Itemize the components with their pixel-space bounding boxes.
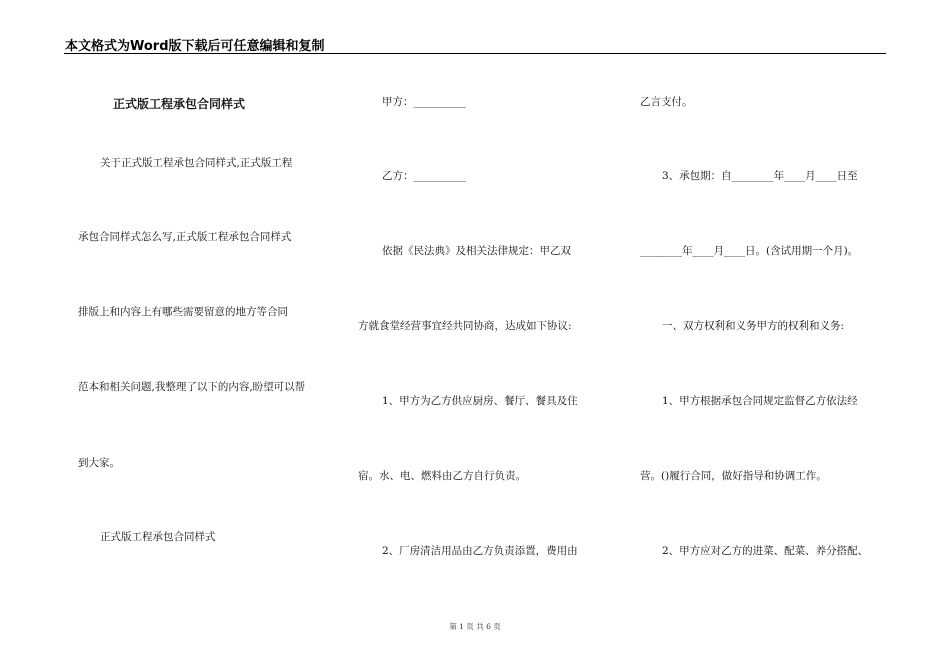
- paragraph-line: 依据《民法典》及相关法律规定：甲乙双: [382, 245, 571, 257]
- document-title: 正式版工程承包合同样式: [113, 97, 246, 111]
- section-heading: 一、双方权利和义务甲方的权利和义务:: [662, 320, 845, 332]
- party-b-field: 乙方：__________: [382, 170, 466, 182]
- paragraph-line: 2、厂房清洁用品由乙方负责添置，费用由: [382, 545, 578, 557]
- paragraph-line: 2、甲方应对乙方的进菜、配菜、养分搭配、: [662, 545, 869, 557]
- paragraph-line: 范本和相关问题,我整理了以下的内容,盼望可以帮: [78, 381, 306, 393]
- paragraph-line: 1、甲方为乙方供应厨房、餐厅、餐具及住: [382, 395, 578, 407]
- paragraph-line: ________年____月____日。(含试用期一个月)。: [640, 245, 859, 257]
- document-header: 本文格式为Word版下载后可任意编辑和复制: [65, 39, 325, 54]
- paragraph-line: 1、甲方根据承包合同规定监督乙方依法经: [662, 395, 858, 407]
- paragraph-line: 3、承包期：自________年____月____日至: [662, 170, 858, 182]
- party-a-field: 甲方：__________: [382, 96, 466, 108]
- header-divider: [64, 53, 886, 54]
- page-number: 第 1 页 共 6 页: [449, 622, 501, 631]
- paragraph-line: 到大家。: [78, 457, 120, 469]
- paragraph-line: 方就食堂经营事宜经共同协商，达成如下协议:: [358, 320, 572, 332]
- paragraph-line: 关于正式版工程承包合同样式,正式版工程: [100, 157, 293, 169]
- paragraph-line: 宿。水、电、燃料由乙方自行负责。: [358, 470, 526, 482]
- section-subtitle: 正式版工程承包合同样式: [100, 531, 216, 543]
- paragraph-line: 营。()履行合同，做好指导和协调工作。: [640, 470, 827, 482]
- paragraph-line: 承包合同样式怎么写,正式版工程承包合同样式: [78, 231, 292, 243]
- paragraph-line: 乙言支付。: [640, 96, 693, 108]
- paragraph-line: 排版上和内容上有哪些需要留意的地方等合同: [78, 306, 288, 318]
